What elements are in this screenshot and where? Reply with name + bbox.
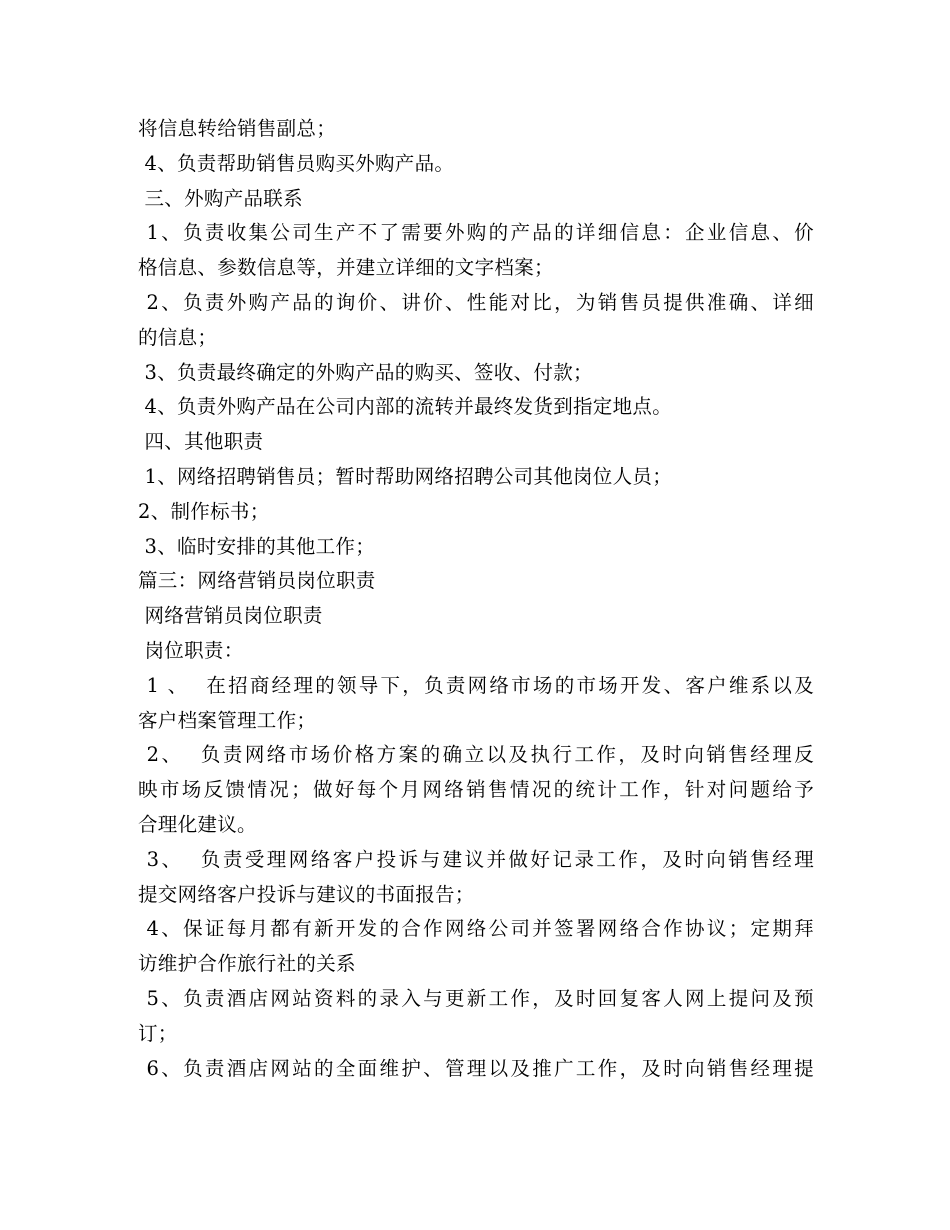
document-body	[138, 112, 814, 1086]
text-line: 合理化建议。	[138, 812, 257, 836]
text-line: 提交网络客户投诉与建议的书面报告；	[138, 882, 475, 906]
text-line: 映市场反馈情况；做好每个月网络销售情况的统计工作，针对问题给予	[138, 778, 814, 802]
text-line: 2、 负责网络市场价格方案的确立以及执行工作，及时向销售经理反	[138, 743, 814, 767]
section-heading: 岗位职责：	[138, 638, 244, 662]
text-line: 2、制作标书；	[138, 499, 270, 523]
text-line: 3、临时安排的其他工作；	[138, 534, 376, 558]
text-line: 1 、 在招商经理的领导下，负责网络市场的市场开发、客户维系以及	[138, 673, 814, 697]
section-heading: 三、外购产品联系	[138, 186, 303, 210]
text-line: 5、负责酒店网站资料的录入与更新工作，及时回复客人网上提问及预	[138, 986, 814, 1010]
text-line: 4、保证每月都有新开发的合作网络公司并签署网络合作协议；定期拜	[138, 917, 814, 941]
text-line: 将信息转给销售副总；	[138, 117, 337, 140]
text-line: 的信息；	[138, 325, 218, 349]
text-line: 1、网络招聘销售员；暂时帮助网络招聘公司其他岗位人员；	[138, 464, 673, 488]
chapter-heading: 篇三：网络营销员岗位职责	[138, 569, 376, 593]
text-line: 6、负责酒店网站的全面维护、管理以及推广工作，及时向销售经理提	[138, 1056, 814, 1080]
text-line: 格信息、参数信息等，并建立详细的文字档案；	[138, 256, 554, 280]
text-line: 1、负责收集公司生产不了需要外购的产品的详细信息：企业信息、价	[138, 221, 814, 245]
text-line: 客户档案管理工作；	[138, 708, 317, 732]
text-line: 3、负责最终确定的外购产品的购买、签收、付款；	[138, 360, 593, 384]
text-line: 2、负责外购产品的询价、讲价、性能对比，为销售员提供准确、详细	[138, 290, 814, 314]
text-line: 订；	[138, 1021, 178, 1045]
section-heading: 四、其他职责	[138, 430, 264, 454]
text-line: 访维护合作旅行社的关系	[138, 952, 356, 976]
text-line: 4、负责帮助销售员购买外购产品。	[138, 151, 455, 175]
text-line: 3、 负责受理网络客户投诉与建议并做好记录工作，及时向销售经理	[138, 847, 814, 871]
document-title: 网络营销员岗位职责	[138, 604, 323, 628]
text-line: 4、负责外购产品在公司内部的流转并最终发货到指定地点。	[138, 395, 673, 419]
